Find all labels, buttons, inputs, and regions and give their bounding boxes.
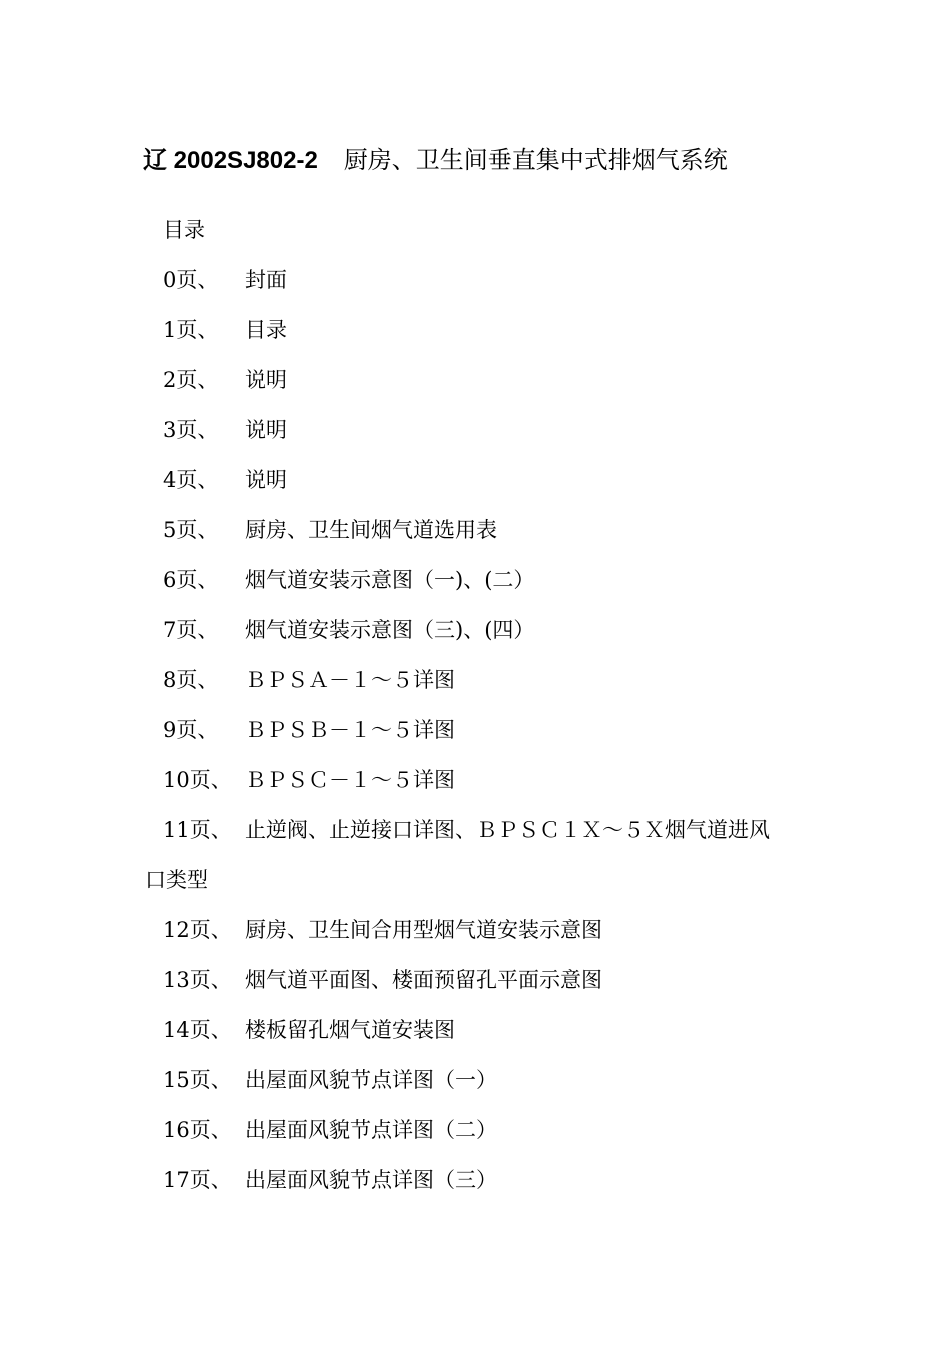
- document-code: 辽 2002SJ802-2: [143, 147, 318, 174]
- document-title-text: 厨房、卫生间垂直集中式排烟气系统: [343, 146, 728, 174]
- toc-page-number: 8页、: [163, 668, 219, 692]
- toc-item: [0, 715, 950, 765]
- toc-entry-title: 楼板留孔烟气道安装图: [245, 1018, 455, 1042]
- toc-entry-title: 厨房、卫生间烟气道选用表: [245, 518, 497, 542]
- toc-item: [0, 1115, 950, 1165]
- toc-page-number: 16页、: [163, 1118, 232, 1142]
- toc-entry-title: 出屋面风貌节点详图（一）: [245, 1068, 497, 1092]
- toc-page-number: 15页、: [163, 1068, 232, 1092]
- toc-entry-title: 烟气道安装示意图（一)、(二）: [245, 568, 535, 592]
- toc-page-number: 4页、: [163, 468, 219, 492]
- toc-entry-title: 厨房、卫生间合用型烟气道安装示意图: [245, 918, 602, 942]
- toc-item: [0, 1015, 950, 1065]
- toc-item: [0, 415, 950, 465]
- toc-entry-title: 止逆阀、止逆接口详图、ＢＰＳＣ１Ｘ～５Ｘ烟气道进风: [245, 818, 770, 842]
- toc-page-number: 13页、: [163, 968, 232, 992]
- toc-item: [0, 465, 950, 515]
- toc-entry-title: 说明: [245, 368, 287, 392]
- toc-entry-title: 说明: [245, 468, 287, 492]
- toc-item: [0, 315, 950, 365]
- toc-entry-title: ＢＰＳＢ－１～５详图: [245, 718, 455, 742]
- toc-entry-title: 出屋面风貌节点详图（三）: [245, 1168, 497, 1192]
- toc-item: [0, 515, 950, 565]
- toc-page-number: 10页、: [163, 768, 232, 792]
- toc-item: [0, 1165, 950, 1215]
- toc-entry-title: 封面: [245, 268, 287, 292]
- toc-entry-title-continuation: 口类型: [145, 868, 208, 892]
- toc-page-number: 9页、: [163, 718, 219, 742]
- toc-page-number: 0页、: [163, 268, 219, 292]
- toc-heading: 目录: [163, 218, 205, 242]
- toc-item: [0, 815, 950, 915]
- toc-page-number: 2页、: [163, 368, 219, 392]
- toc-page-number: 14页、: [163, 1018, 232, 1042]
- toc-entry-title: 说明: [245, 418, 287, 442]
- toc-item: [0, 665, 950, 715]
- toc-page-number: 17页、: [163, 1168, 232, 1192]
- toc-item: [0, 565, 950, 615]
- toc-page-number: 1页、: [163, 318, 219, 342]
- toc-page-number: 7页、: [163, 618, 219, 642]
- toc-page-number: 11页、: [163, 818, 232, 842]
- toc-page-number: 5页、: [163, 518, 219, 542]
- toc-entry-title: 烟气道安装示意图（三)、(四）: [245, 618, 535, 642]
- table-of-contents: [0, 265, 950, 1215]
- toc-entry-title: ＢＰＳＡ－１～５详图: [245, 668, 455, 692]
- toc-entry-title: 目录: [245, 318, 287, 342]
- toc-item: [0, 265, 950, 315]
- toc-entry-title: ＢＰＳＣ－１～５详图: [245, 768, 455, 792]
- document-title: [143, 140, 728, 180]
- toc-item: [0, 965, 950, 1015]
- toc-item: [0, 1065, 950, 1115]
- toc-page-number: 6页、: [163, 568, 219, 592]
- toc-item: [0, 765, 950, 815]
- toc-page-number: 3页、: [163, 418, 219, 442]
- toc-item: [0, 915, 950, 965]
- toc-entry-title: 烟气道平面图、楼面预留孔平面示意图: [245, 968, 602, 992]
- toc-page-number: 12页、: [163, 918, 232, 942]
- toc-item: [0, 615, 950, 665]
- toc-item: [0, 365, 950, 415]
- toc-entry-title: 出屋面风貌节点详图（二）: [245, 1118, 497, 1142]
